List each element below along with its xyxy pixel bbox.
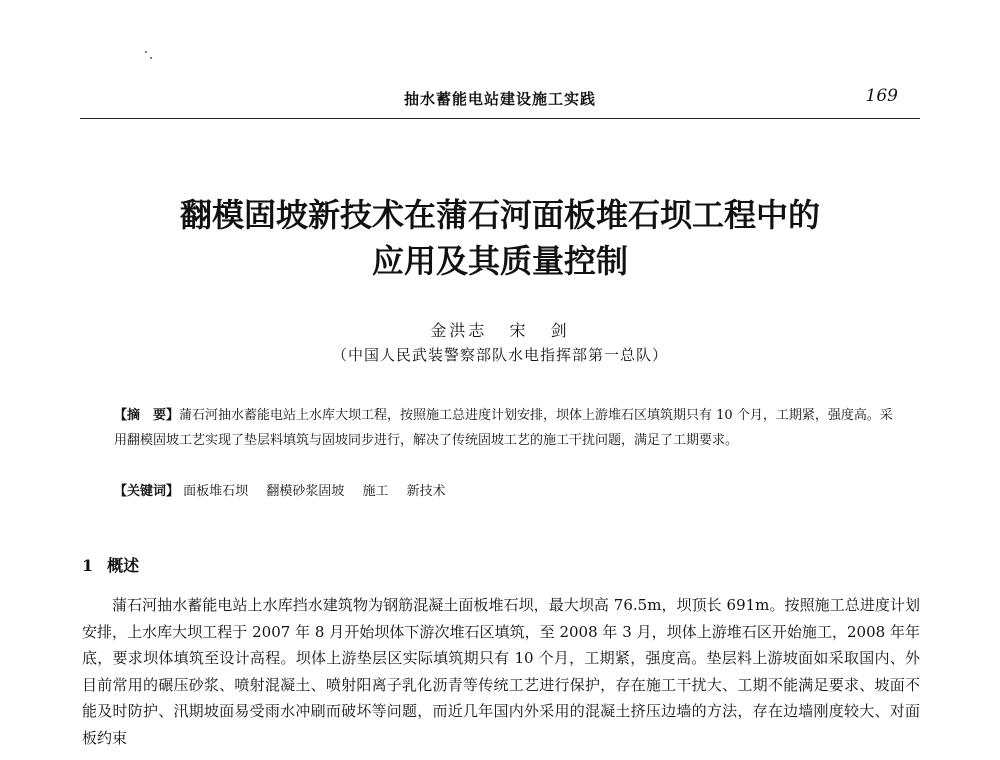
affiliation: （中国人民武装警察部队水电指挥部第一总队）	[331, 346, 668, 364]
abstract	[114, 403, 904, 453]
section-title: 概述	[107, 556, 140, 575]
keywords-label: 【关键词】	[114, 484, 180, 499]
author-list	[0, 318, 1000, 341]
page-number: 169	[865, 86, 898, 106]
scan-speck	[150, 57, 152, 59]
keyword: 施工	[362, 484, 389, 499]
section-heading	[82, 553, 139, 576]
keywords	[114, 479, 904, 504]
abstract-label: 【摘 要】	[114, 408, 180, 423]
abstract-text: 蒲石河抽水蓄能电站上水库大坝工程，按照施工总进度计划安排，坝体上游堆石区填筑期只有 10 个月，工期紧，强度高。采用翻模固坡工艺实现了垫层料填筑与固坡同步进行，解决了传统固坡工艺的施工干扰问题，满足了工期要求。	[114, 408, 893, 448]
title-line-2: 应用及其质量控制	[371, 242, 628, 280]
author-2: 宋 剑	[509, 321, 570, 340]
body-text	[82, 592, 920, 751]
section-number: 1	[82, 556, 94, 575]
keyword: 新技术	[406, 484, 446, 499]
running-header	[80, 88, 920, 114]
keyword: 翻模砂浆固坡	[266, 484, 345, 499]
title-line-1: 翻模固坡新技术在蒲石河面板堆石坝工程中的	[179, 196, 820, 234]
article-title	[0, 192, 1000, 284]
header-rule	[80, 118, 920, 119]
keyword: 面板堆石坝	[183, 484, 249, 499]
running-title: 抽水蓄能电站建设施工实践	[403, 90, 596, 108]
author-1: 金洪志	[430, 321, 488, 340]
scan-speck	[145, 51, 147, 53]
paragraph: 蒲石河抽水蓄能电站上水库挡水建筑物为钢筋混凝土面板堆石坝，最大坝高 76.5m，坝顶长 691m。按照施工总进度计划安排，上水库大坝工程于 2007 年 8 月开始坝体下游次堆石区填筑，至 2008 年 3 月，坝体上游堆石区开始施工，2008 年年底，要求坝体填筑至设计高程。坝体上游垫层区实际填筑期只有 10 个月，工期紧，强度高。垫层料上游坡面如采取国内、外目前常用的碾压砂浆、喷射混凝土、喷射阳离子乳化沥青等传统工艺进行保护，存在施工干扰大、工期不能满足要求、坡面不能及时防护、汛期坡面易受雨水冲刷而破坏等问题，而近几年国内外采用的混凝土挤压边墙的方法，存在边墙刚度较大、对面板约束	[82, 596, 920, 747]
